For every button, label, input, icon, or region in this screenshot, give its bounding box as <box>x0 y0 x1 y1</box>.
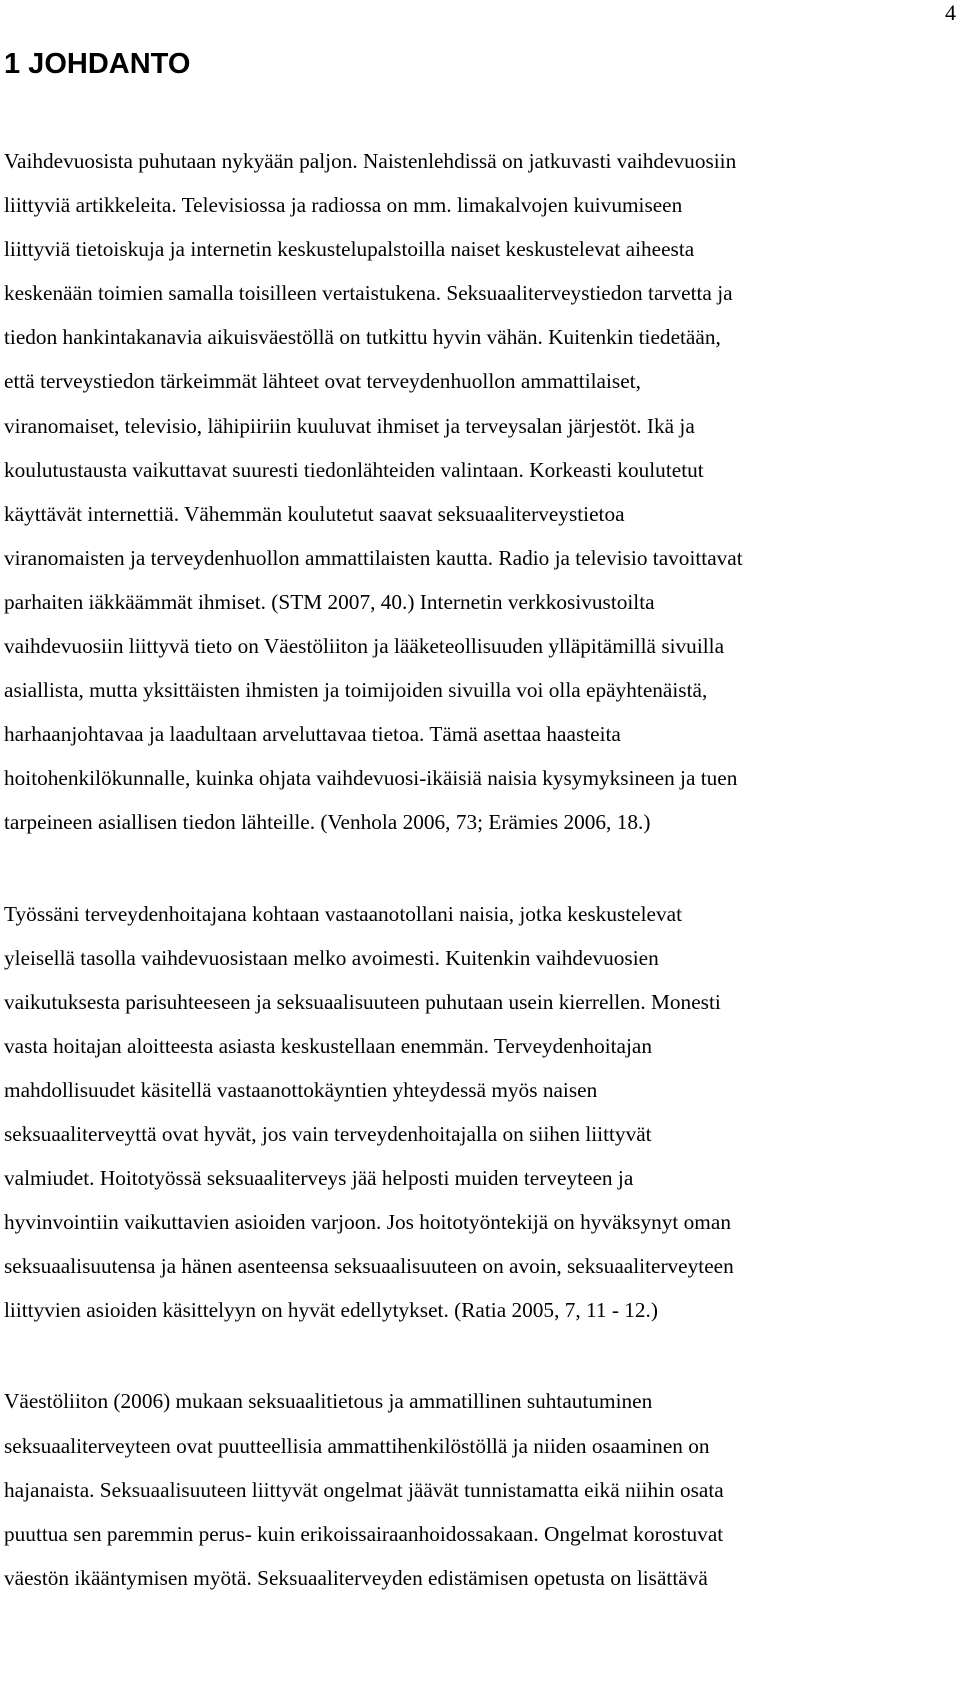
text-line: seksuaalisuutensa ja hänen asenteensa seksuaalisuuteen on avoin, seksuaaliterveyteen <box>4 1254 734 1279</box>
text-line: viranomaiset, televisio, lähipiiriin kuuluvat ihmiset ja terveysalan järjestöt. Ikä ja <box>4 413 695 438</box>
text-line: tarpeineen asiallisen tiedon lähteille. (Venhola 2006, 73; Erämies 2006, 18.) <box>4 810 651 835</box>
text-line: liittyvien asioiden käsittelyyn on hyvät edellytykset. (Ratia 2005, 7, 11 - 12.) <box>4 1298 658 1323</box>
text-line: mahdollisuudet käsitellä vastaanottokäyntien yhteydessä myös naisen <box>4 1077 598 1102</box>
text-line: käyttävät internettiä. Vähemmän koulutetut saavat seksuaaliterveystietoa <box>4 501 625 526</box>
paragraph <box>4 892 956 1333</box>
text-line: vaihdevuosiin liittyvä tieto on Väestöliiton ja lääketeollisuuden ylläpitämillä sivuilla <box>4 634 725 659</box>
text-line: että terveystiedon tärkeimmät lähteet ovat terveydenhuollon ammattilaiset, <box>4 369 641 394</box>
text-line: seksuaaliterveyteen ovat puutteellisia ammattihenkilöstöllä ja niiden osaaminen on <box>4 1433 710 1458</box>
text-line: vaikutuksesta parisuhteeseen ja seksuaalisuuteen puhutaan usein kierrellen. Monesti <box>4 989 721 1014</box>
text-line: liittyviä tietoiskuja ja internetin keskustelupalstoilla naiset keskustelevat aiheesta <box>4 237 695 262</box>
text-line: vasta hoitajan aloitteesta asiasta keskustellaan enemmän. Terveydenhoitajan <box>4 1033 653 1058</box>
text-line: parhaiten iäkkäämmät ihmiset. (STM 2007, 40.) Internetin verkkosivustoilta <box>4 589 655 614</box>
text-line: asiallista, mutta yksittäisten ihmisten ja toimijoiden sivuilla voi olla epäyhtenäistä, <box>4 678 708 703</box>
text-line: tiedon hankintakanavia aikuisväestöllä on tutkittu hyvin vähän. Kuitenkin tiedetään, <box>4 325 721 350</box>
text-line: Vaihdevuosista puhutaan nykyään paljon. Naistenlehdissä on jatkuvasti vaihdevuosiin <box>4 149 737 173</box>
text-line: valmiudet. Hoitotyössä seksuaaliterveys jää helposti muiden terveyteen ja <box>4 1166 634 1191</box>
text-line: Väestöliiton (2006) mukaan seksuaalitietous ja ammatillinen suhtautuminen <box>4 1389 653 1414</box>
chapter-heading: 1 JOHDANTO <box>4 48 191 80</box>
paragraph <box>4 1379 956 1599</box>
text-line: hajanaista. Seksuaalisuuteen liittyvät ongelmat jäävät tunnistamatta eikä niihin osata <box>4 1477 724 1502</box>
text-line: harhaanjohtavaa ja laadultaan arveluttavaa tietoa. Tämä asettaa haasteita <box>4 722 621 747</box>
body-text <box>4 139 956 1647</box>
text-line: koulutustausta vaikuttavat suuresti tiedonlähteiden valintaan. Korkeasti koulutetut <box>4 457 704 482</box>
text-line: Työssäni terveydenhoitajana kohtaan vastaanotollani naisia, jotka keskustelevat <box>4 901 683 926</box>
text-line: seksuaaliterveyttä ovat hyvät, jos vain terveydenhoitajalla on siihen liittyvät <box>4 1121 652 1146</box>
text-line: puuttua sen paremmin perus- kuin erikoissairaanhoidossakaan. Ongelmat korostuvat <box>4 1521 724 1546</box>
text-line: liittyviä artikkeleita. Televisiossa ja radiossa on mm. limakalvojen kuivumiseen <box>4 193 683 218</box>
paragraph <box>4 139 956 845</box>
page-number: 4 <box>945 0 956 25</box>
text-line: keskenään toimien samalla toisilleen vertaistukena. Seksuaaliterveystiedon tarvetta ja <box>4 281 733 306</box>
text-line: yleisellä tasolla vaihdevuosistaan melko avoimesti. Kuitenkin vaihdevuosien <box>4 945 659 970</box>
text-line: viranomaisten ja terveydenhuollon ammattilaisten kautta. Radio ja televisio tavoittavat <box>4 545 743 570</box>
text-line: hyvinvointiin vaikuttavien asioiden varjoon. Jos hoitotyöntekijä on hyväksynyt oman <box>4 1210 731 1235</box>
text-line: väestön ikääntymisen myötä. Seksuaaliterveyden edistämisen opetusta on lisättävä <box>4 1565 708 1590</box>
text-line: hoitohenkilökunnalle, kuinka ohjata vaihdevuosi-ikäisiä naisia kysymyksineen ja tuen <box>4 766 738 791</box>
